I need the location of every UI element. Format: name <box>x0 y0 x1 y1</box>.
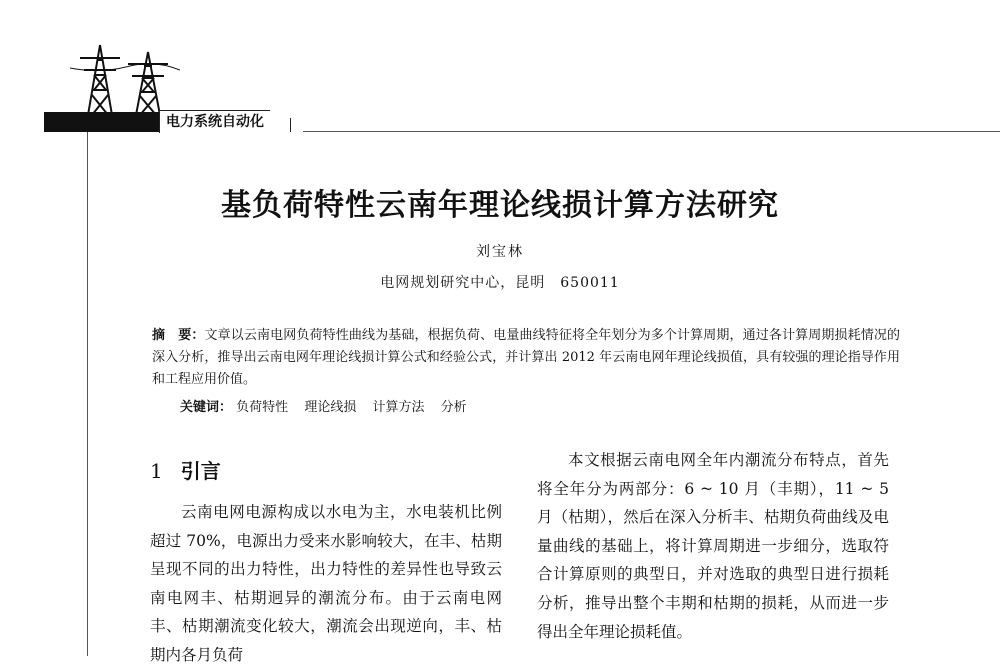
keyword: 计算方法 <box>372 400 425 415</box>
abstract-label: 摘 要： <box>152 328 205 343</box>
keyword: 理论线损 <box>304 400 357 415</box>
section-heading <box>150 455 221 484</box>
abstract-text: 文章以云南电网负荷特性曲线为基础，根据负荷、电量曲线特征将全年划分为多个计算周期，通过各计算周期损耗情况的深入分析，推导出云南电网年理论线损计算公式和经验公式，并计算出 2012 年云南电网年理论线损值，具有较强的理论指导作用和工程应用价值。 <box>152 328 900 387</box>
keyword: 负荷特性 <box>236 400 289 415</box>
paper-author: 刘宝林 <box>476 244 524 260</box>
header-rule <box>303 131 1000 132</box>
keyword: 分析 <box>440 400 467 415</box>
body-left-column: 云南电网电源构成以水电为主，水电装机比例超过 70%，电源出力受来水影响较大，在丰、枯期呈现不同的出力特性，出力特性的差异性也导致云南电网丰、枯期迥异的潮流分布。由于云南电网丰、枯期潮流变化较大，潮流会出现逆向，丰、枯期内各月负荷 <box>150 503 502 664</box>
header-black-bar <box>44 112 159 132</box>
power-tower-icon <box>70 40 180 115</box>
abstract <box>152 325 900 391</box>
section-number: 1 <box>150 459 163 483</box>
body-right-column: 本文根据云南电网全年内潮流分布特点，首先将全年分为两部分：6 ~ 10 月（丰期），11 ~ 5 月（枯期），然后在深入分析丰、枯期负荷曲线及电量曲线的基础上，将计算周期进一步细分，选取符合计算原则的典型日，并对选取的典型日进行损耗分析，推导出整个丰期和枯期的损耗，从而进一步得出全年理论损耗值。 <box>537 451 889 641</box>
paper-affiliation: 电网规划研究中心，昆明 650011 <box>380 275 620 291</box>
header-divider <box>290 118 303 132</box>
paper-title: 基负荷特性云南年理论线损计算方法研究 <box>221 188 779 223</box>
keywords <box>180 397 900 419</box>
section-title: 引言 <box>180 459 221 483</box>
journal-header <box>0 0 1000 140</box>
keywords-label: 关键词： <box>180 400 233 415</box>
journal-name: 电力系统自动化 <box>159 110 270 133</box>
